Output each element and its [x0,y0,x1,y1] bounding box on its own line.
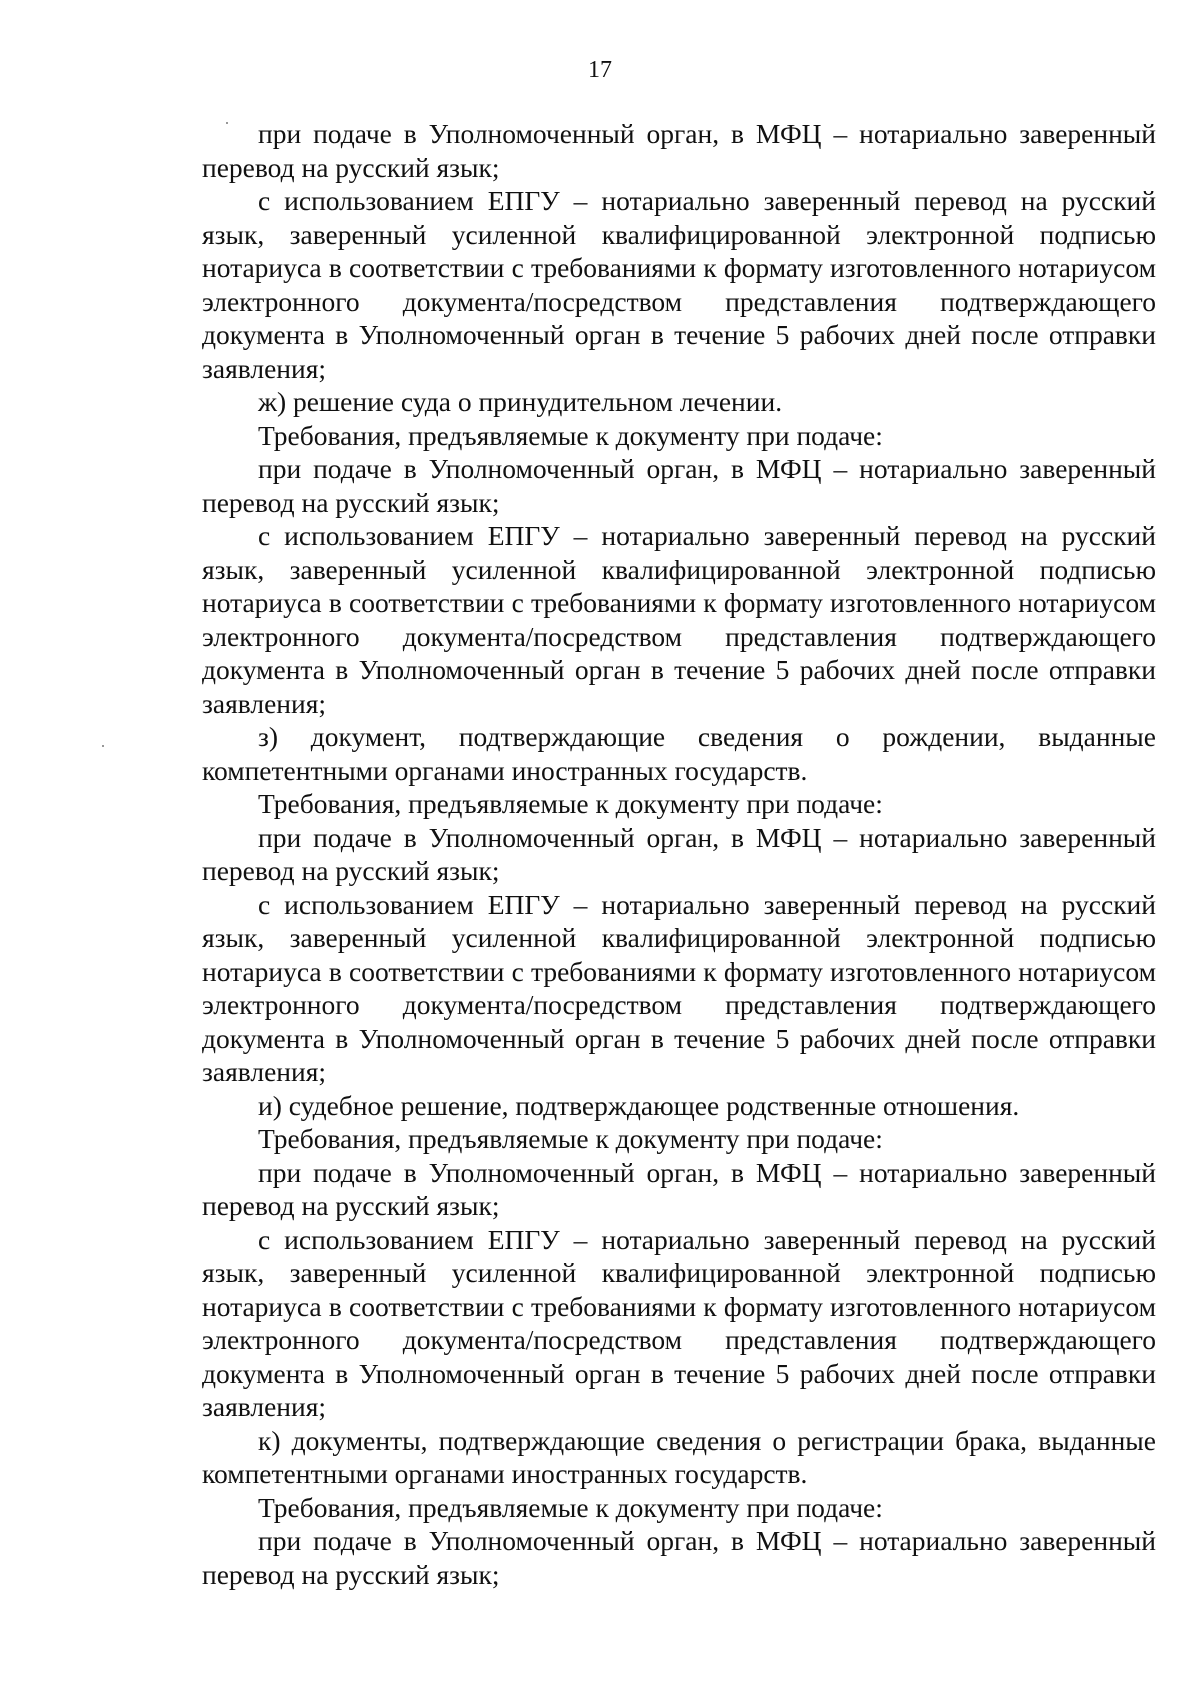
paragraph: Требования, предъявляемые к документу при подаче: [258,1491,883,1523]
paragraph: и) судебное решение, подтверждающее родственные отношения. [258,1089,1020,1121]
paragraph: при подаче в Уполномоченный орган, в МФЦ – нотариально заверенный перевод на русский язык; [202,118,1156,183]
paragraph: при подаче в Уполномоченный орган, в МФЦ – нотариально заверенный перевод на русский язык; [202,453,1156,518]
paragraph: з) документ, подтверждающие сведения о рождении, выданные компетентными органами иностранных государств. [202,721,1156,786]
paragraph: с использованием ЕПГУ – нотариально заверенный перевод на русский язык, заверенный усиленной квалифицированной электронной подписью нотариуса в соответствии с требованиями к формату изготовленного нотариусом электронного документа/посредством представления подтверждающего документа в Уполномоченный орган в течение 5 рабочих дней после отправки заявления; [202,185,1156,384]
document-body [202,117,1156,1591]
paragraph: к) документы, подтверждающие сведения о регистрации брака, выданные компетентными органами иностранных государств. [202,1424,1156,1489]
page-number: 17 [588,57,612,83]
paragraph: с использованием ЕПГУ – нотариально заверенный перевод на русский язык, заверенный усиленной квалифицированной электронной подписью нотариуса в соответствии с требованиями к формату изготовленного нотариусом электронного документа/посредством представления подтверждающего документа в Уполномоченный орган в течение 5 рабочих дней после отправки заявления; [202,888,1156,1087]
paragraph: при подаче в Уполномоченный орган, в МФЦ – нотариально заверенный перевод на русский язык; [202,1525,1156,1590]
paragraph: Требования, предъявляемые к документу при подаче: [258,788,883,819]
paragraph: с использованием ЕПГУ – нотариально заверенный перевод на русский язык, заверенный усиленной квалифицированной электронной подписью нотариуса в соответствии с требованиями к формату изготовленного нотариусом электронного документа/посредством представления подтверждающего документа в Уполномоченный орган в течение 5 рабочих дней после отправки заявления; [202,1223,1156,1422]
paragraph: Требования, предъявляемые к документу при подаче: [258,419,883,451]
paragraph: при подаче в Уполномоченный орган, в МФЦ – нотариально заверенный перевод на русский язык; [202,821,1156,886]
paragraph: ж) решение суда о принудительном лечении. [258,386,783,417]
paragraph: при подаче в Уполномоченный орган, в МФЦ – нотариально заверенный перевод на русский язык; [202,1156,1156,1221]
paragraph: с использованием ЕПГУ – нотариально заверенный перевод на русский язык, заверенный усиленной квалифицированной электронной подписью нотариуса в соответствии с требованиями к формату изготовленного нотариусом электронного документа/посредством представления подтверждающего документа в Уполномоченный орган в течение 5 рабочих дней после отправки заявления; [202,520,1156,719]
paragraph: Требования, предъявляемые к документу при подаче: [258,1123,883,1154]
scan-speck [102,745,104,747]
